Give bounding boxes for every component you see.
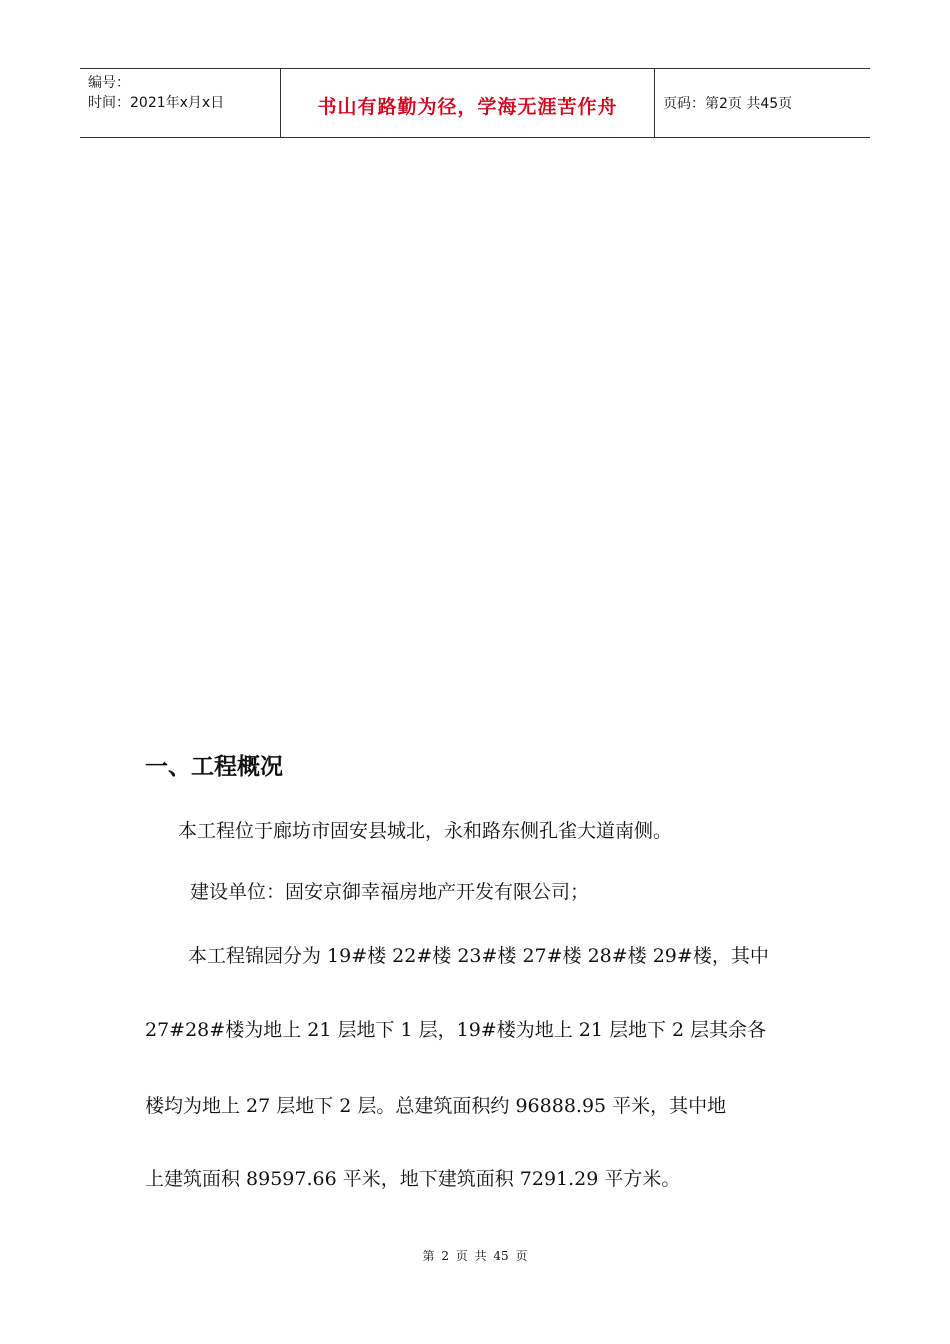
paragraph-location: 本工程位于廊坊市固安县城北，永和路东侧孔雀大道南侧。 [178, 820, 673, 842]
paragraph-body-line-3: 楼均为地上 27 层地下 2 层。总建筑面积约 96888.95 平米，其中地 [145, 1095, 727, 1117]
document-header [80, 68, 870, 138]
header-page-info: 页码：第2页 共45页 [663, 96, 793, 112]
paragraph-body-line-1: 本工程锦园分为 19#楼 22#楼 23#楼 27#楼 28#楼 29#楼，其中 [188, 945, 769, 967]
paragraph-body-line-4: 上建筑面积 89597.66 平米，地下建筑面积 7291.29 平方米。 [145, 1168, 681, 1190]
paragraph-body-line-2: 27#28#楼为地上 21 层地下 1 层，19#楼为地上 21 层地下 2 层其余各 [145, 1019, 767, 1041]
section-heading: 一、工程概况 [145, 754, 283, 780]
number-label: 编号： [88, 75, 130, 91]
paragraph-builder: 建设单位：固安京御幸福房地产开发有限公司； [190, 881, 590, 903]
header-motto: 书山有路勤为径，学海无涯苦作舟 [281, 69, 655, 137]
date-label: 时间：2021年x月x日 [88, 95, 225, 111]
page-footer: 第 2 页 共 45 页 [422, 1249, 528, 1263]
header-meta [80, 69, 281, 137]
